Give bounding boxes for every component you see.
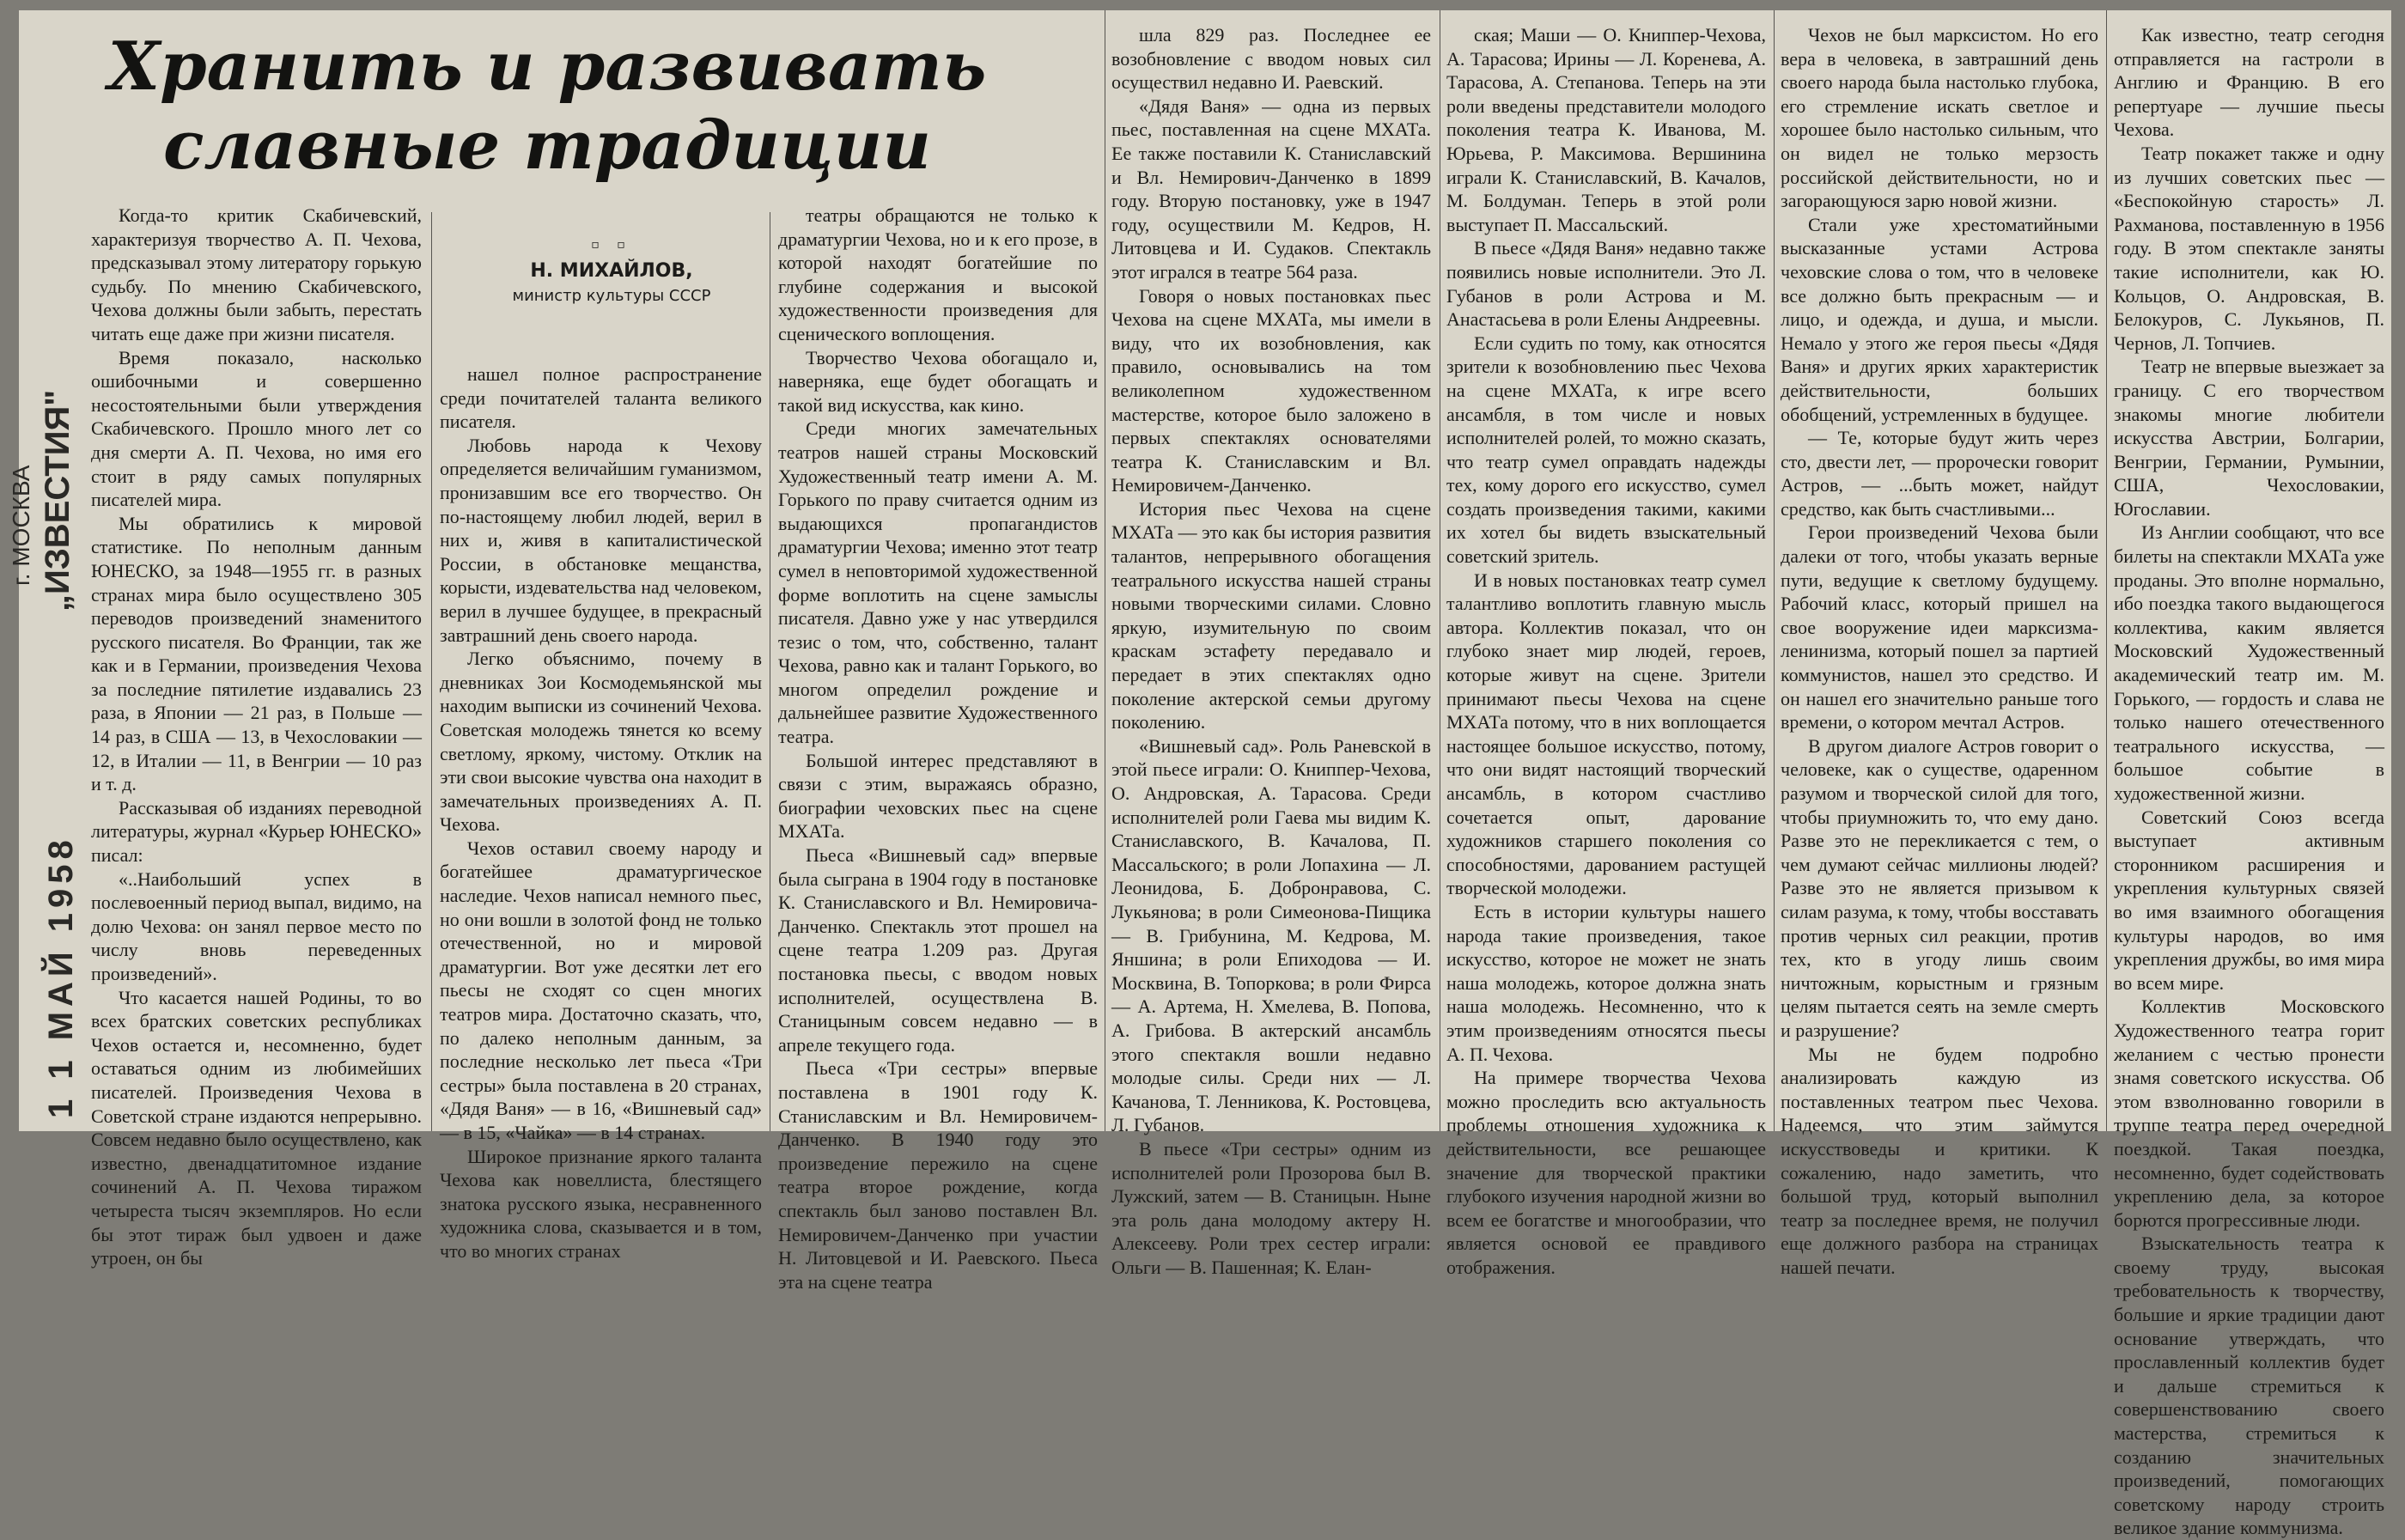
column-rule bbox=[431, 212, 432, 1131]
author-name: Н. МИХАЙЛОВ, bbox=[530, 260, 693, 282]
article-column-6 bbox=[1781, 23, 2098, 1278]
article-paragraph: В пьесе «Дядя Ваня» недавно также появились новые исполнители. Это Л. Губанов в роли Астрова и М. Анастасьева в роли Елены Андреевны. bbox=[1446, 237, 1766, 331]
article-paragraph: Пьеса «Три сестры» впервые поставлена в 1901 году К. Станиславским и Вл. Немировичем-Данченко. В 1940 году это произведение пережило на сцене театра второе рождение, когда спектакль был заново поставлен Вл. Немировичем-Данченко при участии Н. Литовцевой и И. Раевского. Пьеса эта на сцене театра bbox=[778, 1057, 1098, 1293]
author-position: министр культуры СССР bbox=[512, 287, 711, 305]
article-column-7 bbox=[2114, 23, 2384, 1539]
article-paragraph: Театр не впервые выезжает за границу. С его творчеством знакомы многие любители искусства Австрии, Болгарии, Венгрии, Германии, Румынии, США, Чехословакии, Югославии. bbox=[2114, 356, 2384, 520]
article-paragraph: Среди многих замечательных театров нашей страны Московский Художественный театр имени А. М. Горького по праву считается одним из выдающихся пропагандистов драматургии Чехова; именно этот театр сумел в неповторимой художественной форме воплотить на сцене замыслы писателя. Давно уже у нас утвердился тезис о том, что, собственно, талант Чехова, равно как и талант Горького, во многом определил рождение и дальнейшее развитие Художественного театра. bbox=[778, 417, 1098, 748]
article-paragraph: Легко объяснимо, почему в дневниках Зои Космодемьянской мы находим выписки из сочинений Чехова. Советская молодежь тянется ко всему светлому, яркому, чистому. Отклик на эти свои высокие чувства она находит в замечательных произведениях А. П. Чехова. bbox=[440, 648, 762, 836]
article-paragraph: шла 829 раз. Последнее ее возобновление с вводом новых сил осуществил недавно И. Раевский. bbox=[1111, 24, 1431, 94]
article-headline bbox=[96, 27, 998, 204]
newspaper-clipping bbox=[8, 10, 2391, 1539]
stamp-date: 1 1 МАЙ 1958 bbox=[42, 835, 80, 1118]
article-column-4 bbox=[1111, 23, 1431, 1278]
article-paragraph: Широкое признание яркого таланта Чехова как новеллиста, блестящего знатока русского языка, несравненного художника слова, сказывается и в том, что во многих странах bbox=[440, 1145, 762, 1262]
ornament-icon: ▫ ▫ bbox=[591, 238, 632, 252]
article-paragraph: «Дядя Ваня» — одна из первых пьес, поставленная на сцене МХАТа. Ее также поставили К. Станиславский и Вл. Немирович-Данченко в 1899 году. Вторую постановку, уже в 1947 году, осуществили М. Кедров, Н. Литовцева и И. Судаков. Спектакль этот игрался в театре 564 раза. bbox=[1111, 94, 1431, 283]
article-paragraph: Театр покажет также и одну из лучших советских пьес — «Беспокойную старость» Л. Рахманова, поставленную в 1956 году. В этом спектакле заняты такие исполнители, как Ю. Кольцов, О. Андровская, В. Белокуров, С. Лукьянов, П. Чернов, Л. Топчиев. bbox=[2114, 142, 2384, 354]
article-column-3 bbox=[778, 204, 1098, 1293]
article-paragraph: Когда-то критик Скабичевский, характеризуя творчество А. П. Чехова, предсказывал этому литератору горькую судьбу. По мнению Скабичевского, Чехова должны были забыть, перестать читать еще даже при жизни писателя. bbox=[91, 204, 422, 344]
article-paragraph: На примере творчества Чехова можно проследить всю актуальность проблемы отношения художника к действительности, все решающее значение для творческой практики глубокого изучения народной жизни во всем ее богатстве и многообразии, что является основой ее правдивого отображения. bbox=[1446, 1067, 1766, 1278]
article-column-5 bbox=[1446, 23, 1766, 1278]
article-column-1 bbox=[91, 204, 422, 1269]
article-paragraph: Большой интерес представляют в связи с этим, выражаясь образно, биографии чеховских пьес на сцене МХАТа. bbox=[778, 749, 1098, 843]
article-paragraph: Если судить по тому, как относятся зрители к возобновлению пьес Чехова на сцене МХАТа, к игре всего ансамбля, в том числе и новых исполнителей ролей, то можно сказать, что театр сумел оправдать надежды тех, кому дорого его искусство, сумел создать произведения такими, какими их хотел бы видеть взыскательный советский зритель. bbox=[1446, 332, 1766, 568]
article-paragraph: Чехов оставил своему народу и богатейшее драматургическое наследие. Чехов написал немного пьес, но они вошли в золотой фонд не только отечественной, но и мировой драматургии. Вот уже десятки лет его пьесы не сходят со сцен многих театров мира. Достаточно сказать, что, по далеко неполным данным, за последние несколько лет пьеса «Три сестры» была поставлена в 20 странах, «Дядя Ваня» — в 16, «Вишневый сад» — в 15, «Чайка» — в 14 странах. bbox=[440, 837, 762, 1143]
article-paragraph: театры обращаются не только к драматургии Чехова, но и к его прозе, в которой находят богатейшие по глубине содержания и высокой художественности произведения для сценического воплощения. bbox=[778, 204, 1098, 344]
article-paragraph: Взыскательность театра к своему труду, высокая требовательность к творчеству, большие и яркие традиции дают основание утверждать, что прославленный коллектив будет и дальше стремиться к совершенствованию своего мастерства, стремиться к созданию значительных произведений, помогающих советскому народу строить великое здание коммунизма. bbox=[2114, 1233, 2384, 1539]
article-paragraph: Советский Союз всегда выступает активным сторонником расширения и укрепления культурных связей во имя взаимного обогащения культуры народов, во имя укрепления дружбы, во имя мира во всем мире. bbox=[2114, 806, 2384, 994]
headline-line-2: славные традиции bbox=[163, 107, 931, 185]
article-paragraph: Любовь народа к Чехову определяется величайшим гуманизмом, пронизавшим все его творчество. Он по-настоящему любил людей, верил в них и, живя в капиталистической России, в обстановке мещанства, корысти, издевательства над человеком, верил в лучшее будущее, в прекрасный завтрашний день своего народа. bbox=[440, 434, 762, 646]
article-paragraph: Рассказывая об изданиях переводной литературы, журнал «Курьер ЮНЕСКО» писал: bbox=[91, 796, 422, 867]
article-paragraph: «Вишневый сад». Роль Раневской в этой пьесе играли: О. Книппер-Чехова, О. Андровская, А. Тарасова. Среди исполнителей роли Гаева мы видим К. Станиславского, В. Качалова, П. Массальского; в роли Лопахина — Л. Леонидова, Б. Добронравова, С. Лукьянова; в роли Симеонова-Пищика — В. Грибунина, М. Кедрова, М. Яншина; в роли Епиходова — И. Москвина, В. Топоркова; в роли Фирса — А. Артема, Н. Хмелева, В. Попова, А. Грибова. В актерский ансамбль этого спектакля вошли недавно молодые силы. Среди них — Л. Качанова, Т. Ленникова, К. Ростовцева, Л. Губанов. bbox=[1111, 734, 1431, 1136]
article-paragraph: В другом диалоге Астров говорит о человеке, как о существе, одаренном разумом и творческой силой для того, чтобы приумножить то, что ему дано. Разве это не перекликается с тем, о чем думают сейчас миллионы людей? Разве это не является призывом к силам разума, к тому, чтобы восставать против черных сил реакции, против тех, кто в угоду лишь своим ничтожным, корыстным и грязным целям пытается сеять на земле смерть и разрушение? bbox=[1781, 734, 2098, 1041]
article-paragraph: Стали уже хрестоматийными высказанные устами Астрова чеховские слова о том, что в человеке все должно быть прекрасным — и лицо, и одежда, и душа, и мысли. Немало у этого же героя пьесы «Дядя Ваня» и других ярких характеристик действительности, больших обобщений, устремленных в будущее. bbox=[1781, 213, 2098, 425]
article-paragraph: Пьеса «Вишневый сад» впервые была сыграна в 1904 году в постановке К. Станиславского и Вл. Немировича-Данченко. Спектакль этот прошел на сцене театра 1.209 раз. Другая постановка пьесы, с вводом новых исполнителей, осуществлена В. Станицыным совсем недавно — в апреле текущего года. bbox=[778, 844, 1098, 1056]
article-paragraph: нашел полное распространение среди почитателей таланта великого писателя. bbox=[440, 363, 762, 433]
article-paragraph: Есть в истории культуры нашего народа такие произведения, такое искусство, которое не может не знать наша молодежь, которое должна знать наша молодежь. Несомненно, что к этим произведениям относятся пьесы А. П. Чехова. bbox=[1446, 900, 1766, 1065]
article-paragraph: Мы не будем подробно анализировать каждую из поставленных театром пьес Чехова. Надеемся, что этим займутся искусствоведы и критики. К сожалению, надо заметить, что большой труд, который выполнил театр за последнее время, не получил еще должного разбора на страницах нашей печати. bbox=[1781, 1043, 2098, 1278]
column-rule bbox=[2106, 10, 2107, 1131]
byline bbox=[470, 238, 753, 305]
archive-stamp bbox=[8, 294, 80, 1118]
article-paragraph: Герои произведений Чехова были далеки от того, чтобы указать верные пути, ведущие к светлому будущему. Рабочий класс, который пришел на свое вооружение идеи марксизма-ленинизма, который пошел за партией коммунистов, нашел это средство. И он нашел его значительно раньше того времени, о котором мечтал Астров. bbox=[1781, 521, 2098, 733]
article-paragraph: И в новых постановках театр сумел талантливо воплотить главную мысль автора. Коллектив показал, что он глубоко знает мир людей, героев, которые живут на сцене. Зрители принимают пьесы Чехова на сцене МХАТа потому, что в них воплощается настоящее большое искусство, потому, что они видят настоящий творческий ансамбль, в котором счастливо сочетается опыт, дарование художников старшего поколения со способностями, дарованием растущей творческой молодежи. bbox=[1446, 569, 1766, 899]
article-paragraph: Что касается нашей Родины, то во всех братских советских республиках Чехов остается и, несомненно, будет оставаться одним из любимейших писателей. Произведения Чехова в Советской стране издаются непрерывно. Совсем недавно было осуществлено, как известно, двенадцатитомное издание сочинений А. П. Чехова тиражом четыреста тысяч экземпляров. Но если бы этот тираж был удвоен и даже утроен, он бы bbox=[91, 986, 422, 1269]
article-column-2 bbox=[440, 362, 762, 1262]
article-paragraph: История пьес Чехова на сцене МХАТа — это как бы история развития талантов, непрерывного обогащения театрального искусства нашей страны новыми творческими силами. Словно яркую, изумительную по своим краскам эстафету передавало и передает в этих спектаклях одно поколение актерской семьи другому поколению. bbox=[1111, 497, 1431, 733]
article-paragraph: Время показало, насколько ошибочными и совершенно несостоятельными были утверждения Скабичевского. Прошло много лет со дня смерти А. П. Чехова, но имя его стоит в ряду самых популярных писателей мира. bbox=[91, 346, 422, 511]
stamp-city: г. МОСКВА bbox=[8, 465, 34, 586]
article-paragraph: Творчество Чехова обогащало и, наверняка, еще будет обогащать и такой вид искусства, как кино. bbox=[778, 346, 1098, 416]
stamp-newspaper: „ИЗВЕСТИЯ" bbox=[39, 389, 76, 612]
article-paragraph: Из Англии сообщают, что все билеты на спектакли МХАТа уже проданы. Это вполне нормально, ибо поездка такого выдающегося коллектива, каким является Московский Художественный академический театр им. М. Горького, — гордость и слава не только нашего отечественного театрального искусства, — большое событие в художественной жизни. bbox=[2114, 521, 2384, 804]
article-paragraph: Коллектив Московского Художественного театра горит желанием с честью пронести знамя советского искусства. Об этом взволнованно говорили в труппе театра перед очередной поездкой. Такая поездка, несомненно, будет содействовать укреплению дела, за которое борются прогрессивные люди. bbox=[2114, 995, 2384, 1231]
column-rule bbox=[1774, 10, 1775, 1131]
article-paragraph: «..Наибольший успех в послевоенный период выпал, видимо, на долю Чехова: он занял первое место по числу вновь переведенных произведений». bbox=[91, 867, 422, 984]
article-paragraph: ская; Маши — О. Книппер-Чехова, А. Тарасова; Ирины — Л. Коренева, А. Тарасова, А. Степанова. Теперь на эти роли введены представители молодого поколения театра К. Иванова, М. Юрьева, Р. Максимова. Вершинина играли К. Станиславский, В. Качалов, М. Болдуман. Теперь в этой роли выступает П. Массальский. bbox=[1446, 24, 1766, 235]
article-paragraph: Чехов не был марксистом. Но его вера в человека, в завтрашний день своего народа была настолько глубока, его стремление искать светлое и хорошее было настолько сильным, что он видел не только мерзость российской действительности, но и загорающуюся зарю новой жизни. bbox=[1781, 24, 2098, 212]
headline-line-1: Хранить и развивать bbox=[107, 27, 987, 106]
article-paragraph: Мы обратились к мировой статистике. По неполным данным ЮНЕСКО, за 1948—1955 гг. в разных странах мира было осуществлено 305 переводов произведений знаменитого русского писателя. Во Франции, так же как и в Германии, произведения Чехова за последние пятилетие издавались 23 раза, в Японии — 21 раз, в Польше — 14 раз, в США — 13, в Чехословакии — 12, в Италии — 11, в Венгрии — 10 раз и т. д. bbox=[91, 512, 422, 795]
article-paragraph: — Те, которые будут жить через сто, двести лет, — пророчески говорит Астров, — ...быть может, найдут средство, как быть счастливыми... bbox=[1781, 427, 2098, 520]
article-paragraph: Как известно, театр сегодня отправляется на гастроли в Англию и Францию. В его репертуаре — лучшие пьесы Чехова. bbox=[2114, 24, 2384, 141]
article-paragraph: Говоря о новых постановках пьес Чехова на сцене МХАТа, мы имели в виду, что их возобновления, как правило, основывались на том великолепном художественном мастерстве, которое было заложено в первых спектаклях основателями театра К. Станиславским и Вл. Немировичем-Данченко. bbox=[1111, 284, 1431, 496]
article-paragraph: В пьесе «Три сестры» одним из исполнителей роли Прозорова был В. Лужский, затем — В. Станицын. Ныне эта роль дана молодому актеру Н. Алексееву. Роли трех сестер играли: Ольги — В. Пашенная; К. Елан- bbox=[1111, 1137, 1431, 1278]
